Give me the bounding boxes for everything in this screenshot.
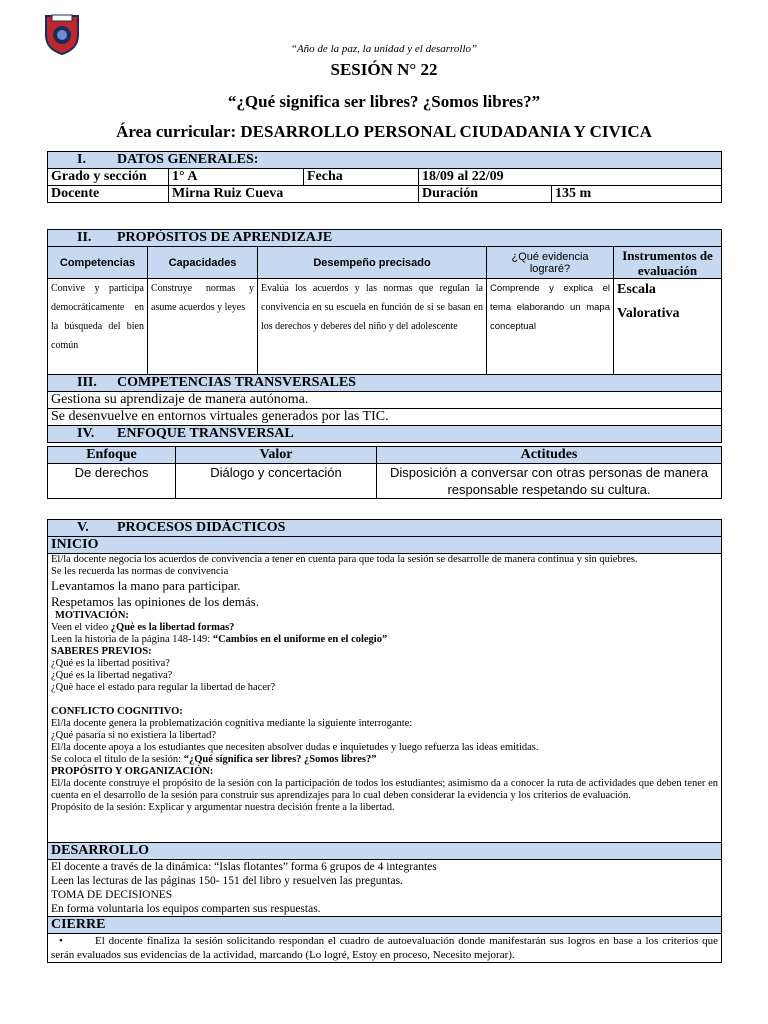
- saberes-heading: SABERES PREVIOS:: [51, 646, 152, 657]
- cierre-content: [48, 934, 722, 963]
- transversal-item: Gestiona su aprendizaje de manera autónoma.: [48, 392, 722, 409]
- curricular-area: Área curricular: DESARROLLO PERSONAL CIUDADANIA Y CIVICA: [116, 122, 652, 141]
- desarrollo-d4: En forma voluntaria los equipos comparten sus respuestas.: [51, 903, 321, 915]
- instrumento-line-1: Escala: [617, 282, 656, 297]
- cierre-bullet: •: [59, 935, 63, 947]
- conflicto-heading: CONFLICTO COGNITIVO:: [51, 706, 183, 717]
- valor-value: Diálogo y concertación: [176, 464, 377, 499]
- year-motto: “Año de la paz, la unidad y el desarrollo”: [290, 43, 478, 55]
- header-desempeno: Desempeño precisado: [258, 247, 487, 279]
- actitudes-value: Disposición a conversar con otras personas de manera responsable respetando su cultura.: [377, 464, 722, 499]
- saberes-q3: ¿Què hace el estado para regular la libertad de hacer?: [51, 682, 276, 693]
- inicio-p2: Se les recuerda las normas de convivencia: [51, 566, 229, 577]
- instrumentos-cell: [614, 279, 722, 375]
- desarrollo-d2: Leen las lecturas de las páginas 150- 151 del libro y resuelven las preguntas.: [51, 875, 403, 887]
- header-evidencia: ¿Qué evidencia lograré?: [487, 247, 614, 279]
- header-competencias: Competencias: [48, 247, 148, 279]
- proposito-o1: El/la docente construye el propósito de la sesión con la participación de todos los estudiantes; asimismo da a conocer la ruta de actividades que deben tener en cuenta en el desarrollo de la sesión para construir sus aprendizajes para lo cual deben considerar la evidencia y los criterios de evaluación.: [51, 778, 718, 801]
- inicio-p3: Levantamos la mano para participar.: [51, 578, 241, 593]
- header-valor: Valor: [176, 447, 377, 464]
- cierre-header: CIERRE: [48, 917, 722, 934]
- inicio-content: [48, 554, 722, 843]
- video-line: [51, 622, 718, 634]
- header-actitudes: Actitudes: [377, 447, 722, 464]
- transversal-item: Se desenvuelve en entornos virtuales generados por las TIC.: [48, 409, 722, 426]
- cierre-text: El docente finaliza la sesión solicitando respondan el cuadro de autoevaluación donde manifestarán sus logros en base a los criterios que serán evaluados sus evidencias de la actividad, marcando (Lo logré, Estoy en proceso, Necesito mejorar).: [51, 935, 718, 961]
- fecha-value: 18/09 al 22/09: [419, 169, 722, 186]
- c4-title: “¿Qué significa ser libres? ¿Somos libres?”: [183, 754, 377, 765]
- section-title: DATOS GENERALES:: [117, 152, 259, 167]
- section-header-propositos: [48, 230, 722, 247]
- docente-value: Mirna Ruiz Cueva: [169, 186, 419, 203]
- instrumento-line-2: Valorativa: [617, 306, 680, 321]
- duracion-value: 135 m: [552, 186, 722, 203]
- fecha-label: Fecha: [304, 169, 419, 186]
- motivacion-heading: MOTIVACIÓN:: [55, 610, 129, 621]
- section-number: III.: [77, 375, 97, 390]
- video-title: ¿Què es la libertad formas?: [110, 622, 235, 633]
- enfoque-value: De derechos: [48, 464, 176, 499]
- capacidades-cell: Construye normas y asume acuerdos y leyes: [148, 279, 258, 375]
- lectura-line: [51, 634, 718, 646]
- session-number: SESIÓN N° 22: [330, 60, 438, 79]
- conflicto-c3: El/la docente apoya a los estudiantes que necesiten absolver dudas e inquietudes y luego refuerza las ideas emitidas.: [51, 742, 539, 753]
- section-header-transversales: [48, 375, 722, 392]
- procesos-table: [47, 519, 722, 963]
- video-pre: Veen el video: [51, 622, 111, 633]
- saberes-q1: ¿Qué es la libertad positiva?: [51, 658, 170, 669]
- lectura-title: “Cambios en el uniforme en el colegio”: [212, 634, 388, 645]
- propositos-table: [47, 229, 722, 443]
- datos-generales-table: [47, 151, 722, 203]
- proposito-heading: PROPÓSITO Y ORGANIZACIÓN:: [51, 766, 214, 777]
- header-capacidades: Capacidades: [148, 247, 258, 279]
- proposito-o2: Propósito de la sesión: Explicar y argumentar nuestra decisión frente a la libertad.: [51, 802, 395, 813]
- header-enfoque: Enfoque: [48, 447, 176, 464]
- evidencia-cell: Comprende y explica el tema elaborando un mapa conceptual: [487, 279, 614, 375]
- conflicto-c2: ¿Qué pasaría si no existiera la libertad?: [51, 730, 217, 741]
- grado-label: Grado y sección: [48, 169, 169, 186]
- desarrollo-content: [48, 860, 722, 917]
- section-number: V.: [77, 520, 89, 535]
- docente-label: Docente: [48, 186, 169, 203]
- inicio-p1: El/la docente negocia los acuerdos de convivencia a tener en cuenta para que toda la sesión se desarrolle de manera continua y sin quiebres.: [51, 554, 638, 565]
- desarrollo-d3: TOMA DE DECISIONES: [51, 889, 173, 901]
- conflicto-c4: [51, 754, 718, 766]
- desarrollo-d1: El docente a través de la dinámica: “Islas flotantes” forma 6 grupos de 4 integrantes: [51, 861, 437, 873]
- lectura-pre: Leen la historia de la página 148-149:: [51, 634, 213, 645]
- section-header-enfoque: [48, 426, 722, 443]
- grado-value: 1° A: [169, 169, 304, 186]
- section-title: COMPETENCIAS TRANSVERSALES: [117, 375, 356, 390]
- c4-pre: Se coloca el titulo de la sesión:: [51, 754, 184, 765]
- duracion-label: Duración: [419, 186, 552, 203]
- desarrollo-header: DESARROLLO: [48, 843, 722, 860]
- section-number: II.: [77, 230, 92, 245]
- enfoque-table: [47, 446, 722, 499]
- section-title: PROCESOS DIDÁCTICOS: [117, 520, 286, 535]
- section-header-datos: [48, 152, 722, 169]
- section-number: I.: [77, 152, 86, 167]
- session-title: “¿Qué significa ser libres? ¿Somos libres?”: [227, 92, 541, 111]
- desempeno-cell: Evalúa los acuerdos y las normas que regulan la convivencia en su escuela en función de si se basan en los derechos y deberes del niño y del adolescente: [258, 279, 487, 375]
- saberes-q2: ¿Qué es la libertad negativa?: [51, 670, 173, 681]
- conflicto-c1: El/la docente genera la problematización cognitiva mediante la siguiente interrogante:: [51, 718, 413, 729]
- competencias-cell: Convive y participa democráticamente en la búsqueda del bien común: [48, 279, 148, 375]
- section-title: ENFOQUE TRANSVERSAL: [117, 426, 294, 441]
- section-number: IV.: [77, 426, 95, 441]
- header-instrumentos: Instrumentos de evaluación: [614, 247, 722, 279]
- inicio-p4: Respetamos las opiniones de los demás.: [51, 594, 259, 609]
- inicio-header: INICIO: [48, 537, 722, 554]
- section-title: PROPÓSITOS DE APRENDIZAJE: [117, 230, 333, 245]
- section-header-procesos: [48, 520, 722, 537]
